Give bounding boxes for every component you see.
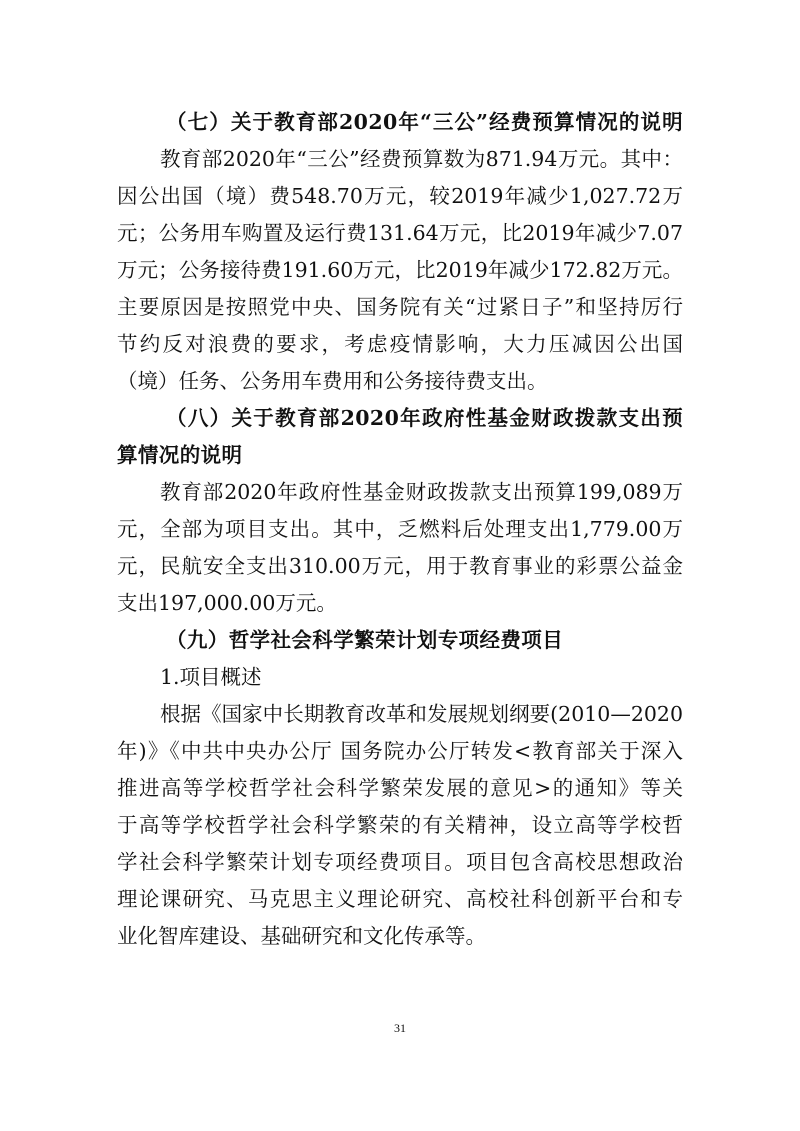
section-heading-9: （九）哲学社会科学繁荣计划专项经费项目 [166,628,564,652]
paragraph-line: 年)》《中共中央办公厅 国务院办公厅转发<教育部关于深入 [117,739,683,763]
paragraph-line: 教育部2020年政府性基金财政拨款支出预算199,089万 [160,480,683,504]
paragraph-line: 支出197,000.00万元。 [117,591,337,615]
paragraph-line: 万元；公务接待费191.60万元，比2019年减少172.82万元。 [117,258,683,282]
section-heading-8: （八）关于教育部2020年政府性基金财政拨款支出预 [166,406,683,430]
page-number: 31 [394,1021,406,1035]
paragraph-line: 节约反对浪费的要求，考虑疫情影响，大力压减因公出国 [117,332,683,356]
paragraph-line: （境）任务、公务用车费用和公务接待费支出。 [117,369,548,393]
paragraph-line: 理论课研究、马克思主义理论研究、高校社科创新平台和专 [117,887,683,911]
paragraph-line: 于高等学校哲学社会科学繁荣的有关精神，设立高等学校哲 [117,813,683,837]
paragraph-line: 业化智库建设、基础研究和文化传承等。 [117,924,486,948]
section-heading-7: （七）关于教育部2020年“三公”经费预算情况的说明 [166,110,683,134]
paragraph-line: 元，全部为项目支出。其中，乏燃料后处理支出1,779.00万 [117,517,683,541]
paragraph-line: 因公出国（境）费548.70万元，较2019年减少1,027.72万 [117,184,683,208]
paragraph-line: 学社会科学繁荣计划专项经费项目。项目包含高校思想政治 [117,850,683,874]
subsection-heading: 1.项目概述 [160,665,262,689]
section-heading-8-continued: 算情况的说明 [117,443,243,467]
paragraph-line: 元；公务用车购置及运行费131.64万元，比2019年减少7.07 [117,221,683,245]
paragraph-line: 根据《国家中长期教育改革和发展规划纲要(2010—2020 [160,702,683,726]
document-page [117,100,683,955]
paragraph-line: 主要原因是按照党中央、国务院有关“过紧日子”和坚持厉行 [117,295,683,319]
paragraph-line: 教育部2020年“三公”经费预算数为871.94万元。其中： [160,147,683,171]
paragraph-line: 推进高等学校哲学社会科学繁荣发展的意见>的通知》等关 [117,776,683,800]
paragraph-line: 元，民航安全支出310.00万元，用于教育事业的彩票公益金 [117,554,683,578]
